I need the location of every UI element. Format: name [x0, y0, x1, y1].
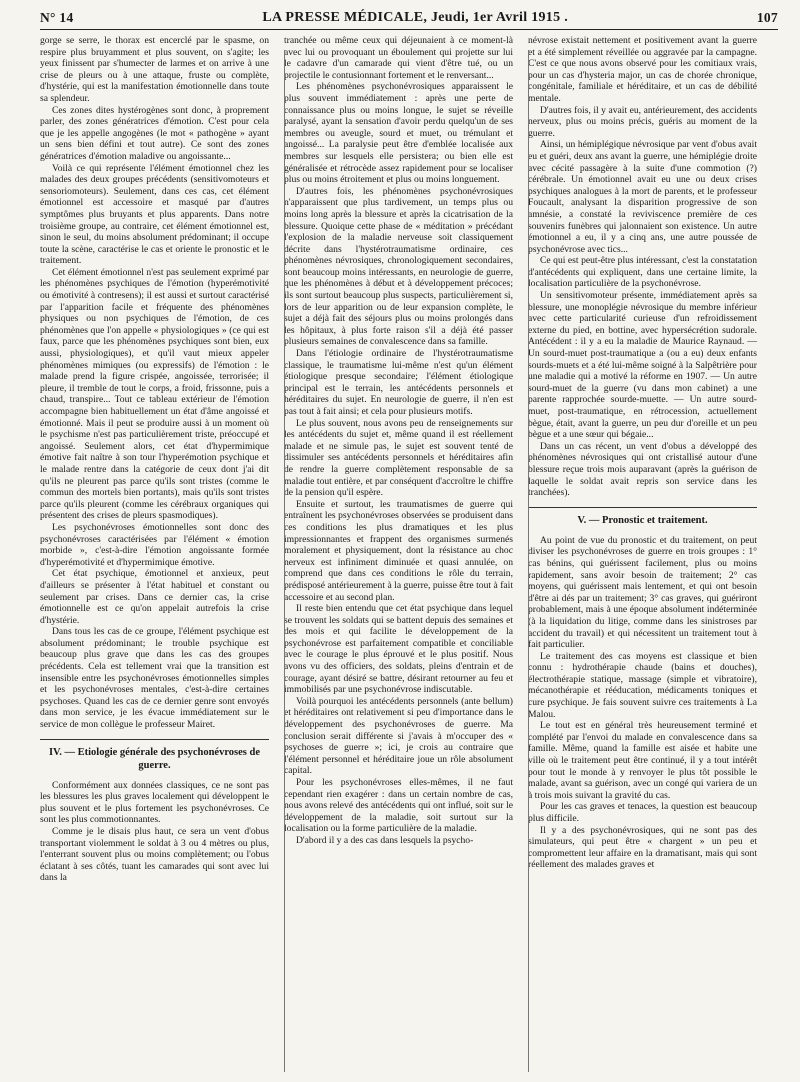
paragraph: Ainsi, un hémiplégique névrosique par vent d'obus avait eu et guéri, deux ans avant la guerre, une hémiplégie droite avec cécité passagère à la suite d'une commotion (?) cérébrale. Un émotionnel avait eu une ou deux crises psychiques analogues à la mort de parents, et le professeur Foucault, analysant la disparition progressive de son amnésie, a constaté la reviviscence première de ces souvenirs funèbres qui jalonnaient son existence. Un autre émotionnel a eu, il y a cinq ans, une autre poussée de psychonévrose avec tics...	[528, 139, 757, 255]
paragraph: Le plus souvent, nous avons peu de renseignements sur les antécédents du sujet et, même quand il est réellement malade et ne simule pas, le sujet est souvent tenté de dissimuler ses antécédents personnels et héréditaires afin de rendre la guerre complètement responsable de sa maladie tout entière, et par conséquent d'accroître le chiffre de la pension qu'il espère.	[284, 417, 513, 499]
paragraph: Pour les cas graves et tenaces, la question est beaucoup plus difficile.	[528, 801, 757, 824]
paragraph: Cet état psychique, émotionnel et anxieux, peut d'ailleurs se présenter à l'état habituel et constant ou seulement par crises. Dans ce dernier cas, la crise émotionnelle est ce qu'on appelait autrefois la crise d'hystérie.	[40, 568, 269, 626]
paragraph: Comme je le disais plus haut, ce sera un vent d'obus transportant violemment le soldat à 3 ou 4 mètres ou plus, l'enterrant souvent plus ou moins complètement; ou l'obus éclatant à ses côtés, tuant les camarades qui sont avec lui dans la	[40, 826, 269, 884]
paragraph: Dans l'étiologie ordinaire de l'hystérotraumatisme classique, le traumatisme lui-même n'est qu'un élément étiologique presque secondaire; l'élément étiologique principal est le terrain, les antécédents personnels et héréditaires du sujet. En neurologie de guerre, il n'en est pas tout à fait ainsi; et cela pour plusieurs motifs.	[284, 348, 513, 417]
paragraph: Le traitement des cas moyens est classique et bien connu : hydrothérapie chaude (bains et douches), électrothérapie statique, massage (simple et vibratoire), mécanothérapie et rééducation, médicaments toniques et cure psychique. Je fais souvent suivre ces traitements à La Malou.	[528, 650, 757, 720]
issue-number: N° 14	[40, 10, 74, 25]
page-number: 107	[756, 10, 778, 25]
section-rule	[40, 739, 269, 740]
journal-title: LA PRESSE MÉDICALE, Jeudi, 1er Avril 1915 .	[262, 10, 568, 25]
paragraph: Dans tous les cas de ce groupe, l'élément psychique est absolument prédominant; le trouble psychique est beaucoup plus grave que dans les cas des groupes précédents. Cela est tellement vrai que la transition est insensible entre les psychonévroses émotionnelles simples et les psychonévroses mentales, c'est-à-dire certaines psychoses. Quand les cas de ce dernier genre sont envoyés dans mon service, je les évacue immédiatement sur le service de mon collègue le professeur Mairet.	[40, 626, 269, 731]
column-divider	[284, 50, 285, 1072]
paragraph: gorge se serre, le thorax est encerclé par le spasme, on respire plus bruyamment et plus souvent, on s'agite; les yeux finissent par s'humecter de larmes et on arrive à une crise de pleurs ou à une attaque, fruste ou complète, d'hystérie, qui est la manifestation émotionnelle dans toute sa splendeur.	[40, 35, 269, 104]
paragraph: D'abord il y a des cas dans lesquels la psycho-	[296, 834, 474, 846]
paragraph: névrose existait nettement et positivement avant la guerre et a été simplement réveillée ou aggravée par la campagne. C'est ce que nous avons observé pour les comitiaux vrais, pour un cas d'hysteria major, un cas de chorée chronique, congénitale, familiale et héréditaire, et un cas de débilité mentale.	[528, 35, 757, 104]
paragraph: Au point de vue du pronostic et du traitement, on peut diviser les psychonévroses de guerre en trois groupes : 1° cas bénins, qui guérissent facilement, plus ou moins rapidement, sans avoir besoin de traitement; 2° cas moyens, qui guérissent mais lentement, et qui ont besoin d'être ai dés par un traitement; 3° cas graves, qui guériront probablement, mais à une époque absolument indéterminée (à la liquidation du litige, comme dans les sinistroses par accident du travail) et qui nécessitent un traitement tout à fait particulier.	[528, 534, 757, 651]
paragraph: Le tout est en général très heureusement terminé et complété par l'envoi du malade en convalescence dans sa famille. Même, quand la famille est aisée et habite une ville où le traitement peut être continué, il y a tout intérêt pour tout le monde à y renvoyer le plus tôt possible le malade, avant sa guérison, avec un congé qui variera de un à trois mois suivant la gravité du cas.	[528, 720, 757, 801]
section-heading: IV. — Etiologie générale des psychonévroses de guerre.	[48, 746, 261, 771]
column-3	[528, 35, 757, 1075]
paragraph: Ces zones dites hystérogènes sont donc, à proprement parler, des zones génératrices d'émotion. C'est pour cela que je les appelle angogènes (le mot « pathogène » ayant un sens bien défini et tout autre). Ce sont des zones génératrices d'émotion maladive ou angoissante...	[40, 104, 269, 162]
paragraph: Il reste bien entendu que cet état psychique dans lequel se trouvent les soldats qui se battent depuis des semaines et des mois et qui facilite le développement de la psychonévrose est parfaitement compatible et conciliable avec le courage le plus éprouvé et le plus positif. Nous avons vu des officiers, des soldats, pleins d'entrain et de courage, ayant désiré se battre, désirant retourner au feu et immobilisés par une psychonévrose indiscutable.	[284, 603, 513, 696]
page-header	[40, 0, 778, 30]
column-2	[284, 35, 513, 1075]
paragraph: Voilà ce qui représente l'élément émotionnel chez les malades des deux groupes précédents (sensitivomoteurs et sensoriomoteurs). Seulement, dans ces cas, cet élément émotionnel est accessoire et masqué par d'autres symptômes plus bruyants et plus apparents. Dans notre troisième groupe, au contraire, cet élément émotionnel est, sinon le seul, du moins absolument prédominant; il occupe toute la scène, caractérise le cas et oriente le pronostic et le traitement.	[40, 162, 269, 267]
paragraph: Il y a des psychonévrosiques, qui ne sont pas des simulateurs, qui peut être « chargent » un peu et compromettent leur affaire en la dramatisant, mais qui sont réellement des malades graves et	[528, 824, 757, 871]
article-body	[40, 35, 778, 1075]
paragraph: D'autres fois, il y avait eu, antérieurement, des accidents nerveux, plus ou moins précis, guéris au moment de la guerre.	[528, 104, 757, 139]
paragraph: Pour les psychonévroses elles-mêmes, il ne faut cependant rien exagérer : dans un certain nombre de cas, nous avons relevé des antécédents qui ont influé, soit sur le développement de la maladie, soit surtout sur la localisation ou la forme particulière de la maladie.	[284, 777, 513, 835]
section-rule	[528, 507, 757, 508]
paragraph: Un sensitivomoteur présente, immédiatement après sa blessure, une monoplégie névrosique du membre inférieur avec cette particularité curieuse d'un refroidissement externe du pied, en bottine, avec hypersécrétion sudorale. Antécédent : il y a eu la maladie de Maurice Raynaud. — Un sourd-muet post-traumatique a (ou a eu) deux enfants sourds-muets et a été lui-même soigné à la Salpêtrière pour une maladie qui a motivé la réforme en 1907. — Un autre sourd-muet de la guerre (vu dans mon cabinet) a une parente rapprochée sourde-muette. — Un autre sourd-muet, post-traumatique, en rétrocession, actuellement bègue, était, avant la guerre, un peu dur d'oreille et un peu bègue et a une sœur qui bégaie...	[528, 290, 757, 441]
column-1	[40, 35, 269, 1075]
paragraph: Les psychonévroses émotionnelles sont donc des psychonévroses caractérisées par l'élément « émotion morbide », c'est-à-dire l'émotion angoissante formée d'hyperémotivité et d'hypermimique émotive.	[40, 521, 269, 568]
paragraph: Dans un cas récent, un vent d'obus a développé des phénomènes névrosiques qui ont cristallisé autour d'une blessure reçue trois mois auparavant (après la guérison de laquelle le soldat avait repris son service dans les tranchées).	[528, 440, 757, 499]
section-heading: V. — Pronostic et traitement.	[577, 514, 708, 526]
paragraph: Les phénomènes psychonévrosiques apparaissent le plus souvent immédiatement : après une perte de connaissance plus ou moins longue, le sujet se réveille paralysé, ayant la sensation d'avoir perdu quelqu'un de ses membres ou aveugle, sourd et muet, ou trémulant et angoissé... La paralysie peut être d'emblée localisée aux membres sur lesquels elle persistera; ou bien elle est généralisée et rétrocède assez rapidement pour se localiser plus ou moins étroitement et plus ou moins longuement.	[284, 81, 513, 186]
paragraph: tranchée ou même ceux qui déjeunaient à ce moment-là avec lui ou provoquant un éboulement qui projette sur lui le cadavre d'un camarade qui vient d'être tué, ou un projectile le contusionnant fortement et le renversant...	[284, 35, 513, 81]
paragraph: Ce qui est peut-être plus intéressant, c'est la constatation d'antécédents qui expliquent, dans une certaine limite, la localisation particulière de la psychonévrose.	[528, 255, 757, 290]
paragraph: Ensuite et surtout, les traumatismes de guerre qui entraînent les psychonévroses observées se produisent dans ces conditions les plus dramatiques et les plus impressionnantes et frappent des organismes surmenés moralement et physiquement, dont la résistance au choc nerveux est infiniment diminuée et quasi annulée, on comprend que dans ces conditions le rôle du terrain, prédisposé antérieurement à la guerre, puisse être tout à fait accessoire et au second plan.	[284, 498, 513, 603]
paragraph: Cet élément émotionnel n'est pas seulement exprimé par les phénomènes psychiques de l'émotion (hyperémotivité ou émotivité à contresens); il est aussi et surtout caractérisé par l'apparition facile et fréquente des phénomènes physiques ou non psychiques de l'émotion, de ces phénomènes que l'on appelle « physiologiques » (ce qui est faux, parce que les phénomènes psychiques sont bien, eux aussi, physiologiques), et qu'il vaut mieux appeler phénomènes mimiques (ou expressifs) de l'émotion : le malade prend la figure crispée, angoissée, terrorisée; il pleure, il tremble de tout le corps, a froid, frissonne, puis a chaud, transpire... Tout ce tableau extérieur de l'émotion accompagne bien habituellement un état d'âme angoissé et émotionné. Mais il peut se produire aussi à un moment où le psychisme n'est pas particulièrement triste, préoccupé et angoissé. Seulement alors, cet état d'hypermimique émotive fait naître à son tour l'hyperémotion psychique et le malade rentre dans la catégorie de ceux dont j'ai dit qu'ils ne pleurent pas parce qu'ils sont tristes (comme le commun des mortels bien portants), mais qu'ils sont tristes parce qu'ils pleurent (comme les cérébraux organiques qui présentent des crises de pleurs spasmodiques).	[40, 266, 269, 522]
paragraph: D'autres fois, les phénomènes psychonévrosiques n'apparaissent que plus tardivement, un temps plus ou moins long après la blessure et après la cicatrisation de la blessure. Quoique cette phase de « méditation » précédant l'explosion de la maladie nerveuse soit classiquement décrite dans l'hystérotraumatisme ordinaire, ces phénomènes névrosiques, chronologiquement secondaires, sont beaucoup moins intéressants, en neurologie de guerre, que les phénomènes à début et à développement précoces; ils sont surtout beaucoup plus suspects, particulièrement si, lors de leur apparition ou de leur expansion complète, le sujet a déjà fait des séjours plus ou moins prolongés dans les hôpitaux, à plus forte raison s'il a déjà été passer plusieurs semaines de convalescence dans sa famille.	[284, 185, 513, 348]
paragraph: Conformément aux données classiques, ce ne sont pas les blessures les plus graves localement qui développent le plus souvent et le plus fortement les psychonévroses. Ce sont les plus commotionnantes.	[40, 779, 269, 826]
column-divider	[528, 50, 529, 1072]
paragraph: Voilà pourquoi les antécédents personnels (ante bellum) et héréditaires ont relativement si peu d'importance dans le développement des psychonévroses de guerre. Ma conclusion serait différente si j'avais à m'occuper des « psychoses de guerre »; ici, je crois au contraire que l'élément personnel et héréditaire joue un rôle absolument capital.	[284, 695, 513, 777]
